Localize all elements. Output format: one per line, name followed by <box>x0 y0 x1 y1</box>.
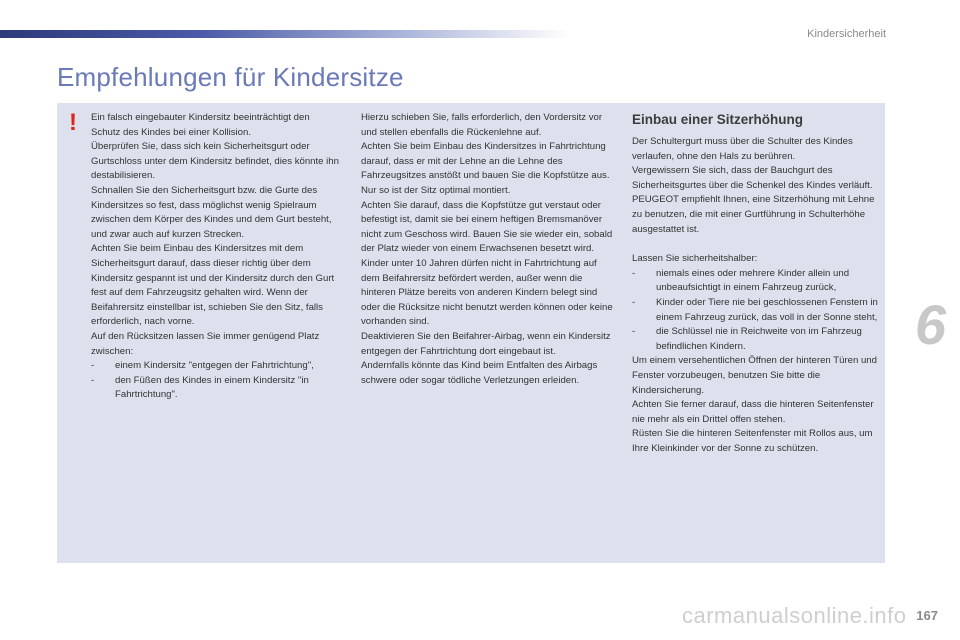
paragraph: Lassen Sie sicherheitshalber: <box>632 253 758 265</box>
page-number: 167 <box>916 608 938 623</box>
paragraph: Andernfalls könnte das Kind beim Entfalten des Airbags schwere oder sogar tödliche Verletzungen erleiden. <box>361 360 598 386</box>
paragraph: Hierzu schieben Sie, falls erforderlich, den Vordersitz vor und stellen ebenfalls die Rückenlehne auf. <box>361 112 603 138</box>
content-panel <box>57 103 885 563</box>
spacer <box>632 237 882 252</box>
paragraph: Achten Sie darauf, dass die Kopfstütze gut verstaut oder befestigt ist, damit sie bei einem heftigen Bremsmanöver nicht zum Geschoss wird. Bauen Sie sie wieder ein, sobald der Platz wieder von einem Erwachsenen besetzt wird. <box>361 199 613 255</box>
warning-icon: ! <box>69 109 77 136</box>
column-2 <box>361 111 613 388</box>
paragraph: Achten Sie beim Einbau des Kindersitzes in Fahrtrichtung darauf, dass er mit der Lehne an die Lehne des Fahrzeugsitzes anstößt und bauen Sie die Kopfstütze aus. Nur so ist der Sitz optimal montiert. <box>361 141 610 196</box>
list-item: - niemals eines oder mehrere Kinder allein und unbeaufsichtigt in einem Fahrzeug zurück, <box>632 267 850 294</box>
column-3 <box>632 111 882 456</box>
bullet-list <box>632 267 882 355</box>
paragraph: Der Schultergurt muss über die Schulter des Kindes verlaufen, ohne den Hals zu berühren. <box>632 136 853 162</box>
paragraph: Achten Sie ferner darauf, dass die hinteren Seitenfenster nie mehr als ein Drittel offen stehen. <box>632 399 874 425</box>
paragraph: PEUGEOT empfiehlt Ihnen, eine Sitzerhöhung mit Lehne zu benutzen, die mit einer Gurtführung in Schulterhöhe ausgestattet ist. <box>632 194 875 235</box>
list-item: - die Schlüssel nie in Reichweite von im Fahrzeug befindlichen Kindern. <box>632 326 862 352</box>
paragraph: Ein falsch eingebauter Kindersitz beeinträchtigt den Schutz des Kindes bei einer Kollision. <box>91 112 310 138</box>
paragraph: Kinder unter 10 Jahren dürfen nicht in Fahrtrichtung auf dem Beifahrersitz befördert werden, außer wenn die hinteren Plätze bereits von anderen Kindern belegt sind oder die Rücksitze nicht benutzt werden können oder keine vorhanden sind. <box>361 257 613 328</box>
list-item: - Kinder oder Tiere nie bei geschlossenen Fenstern in einem Fahrzeug zurück, das voll in der Sonne steht, <box>632 296 878 323</box>
bullet-list <box>91 359 341 403</box>
paragraph: Rüsten Sie die hinteren Seitenfenster mit Rollos aus, um Ihre Kleinkinder vor der Sonne zu schützen. <box>632 428 873 454</box>
list-item: - einem Kindersitz "entgegen der Fahrtrichtung", <box>91 360 314 372</box>
section-title: Kindersicherheit <box>807 28 886 40</box>
paragraph: Um einem versehentlichen Öffnen der hinteren Türen und Fenster vorzubeugen, benutzen Sie bitte die Kindersicherung. <box>632 355 877 396</box>
paragraph: Überprüfen Sie, dass sich kein Sicherheitsgurt oder Gurtschloss unter dem Kindersitz befindet, dies könnte ihn destabilisieren. <box>91 141 339 182</box>
section-heading: Einbau einer Sitzerhöhung <box>632 112 804 127</box>
paragraph: Deaktivieren Sie den Beifahrer-Airbag, wenn ein Kindersitz entgegen der Fahrtrichtung dort eingebaut ist. <box>361 330 611 357</box>
page-title: Empfehlungen für Kindersitze <box>57 62 404 92</box>
chapter-number: 6 <box>914 293 946 356</box>
paragraph: Vergewissern Sie sich, dass der Bauchgurt des Sicherheitsgurtes über die Schenkel des Kindes verläuft. <box>632 165 873 191</box>
list-item: - den Füßen des Kindes in einem Kindersitz "in Fahrtrichtung". <box>91 374 309 401</box>
column-1 <box>91 111 341 403</box>
paragraph: Achten Sie beim Einbau des Kindersitzes mit dem Sicherheitsgurt darauf, dass dieser richtig über dem Kindersitz gespannt ist und der Kindersitz durch den Gurt fest auf dem Fahrzeugsitz gehalten wird. Wenn der Beifahrersitz einstellbar ist, schieben Sie den Sitz, falls erforderlich, nach vorne. <box>91 243 335 328</box>
paragraph: Schnallen Sie den Sicherheitsgurt bzw. die Gurte des Kindersitzes so fest, dass möglichst wenig Spielraum zwischen dem Körper des Kindes und dem Gurt besteht, und zwar auch auf kurzen Strecken. <box>91 184 332 240</box>
watermark: carmanualsonline.info <box>682 603 907 628</box>
paragraph: Auf den Rücksitzen lassen Sie immer genügend Platz zwischen: <box>91 330 320 357</box>
header-gradient-bar <box>0 30 570 38</box>
